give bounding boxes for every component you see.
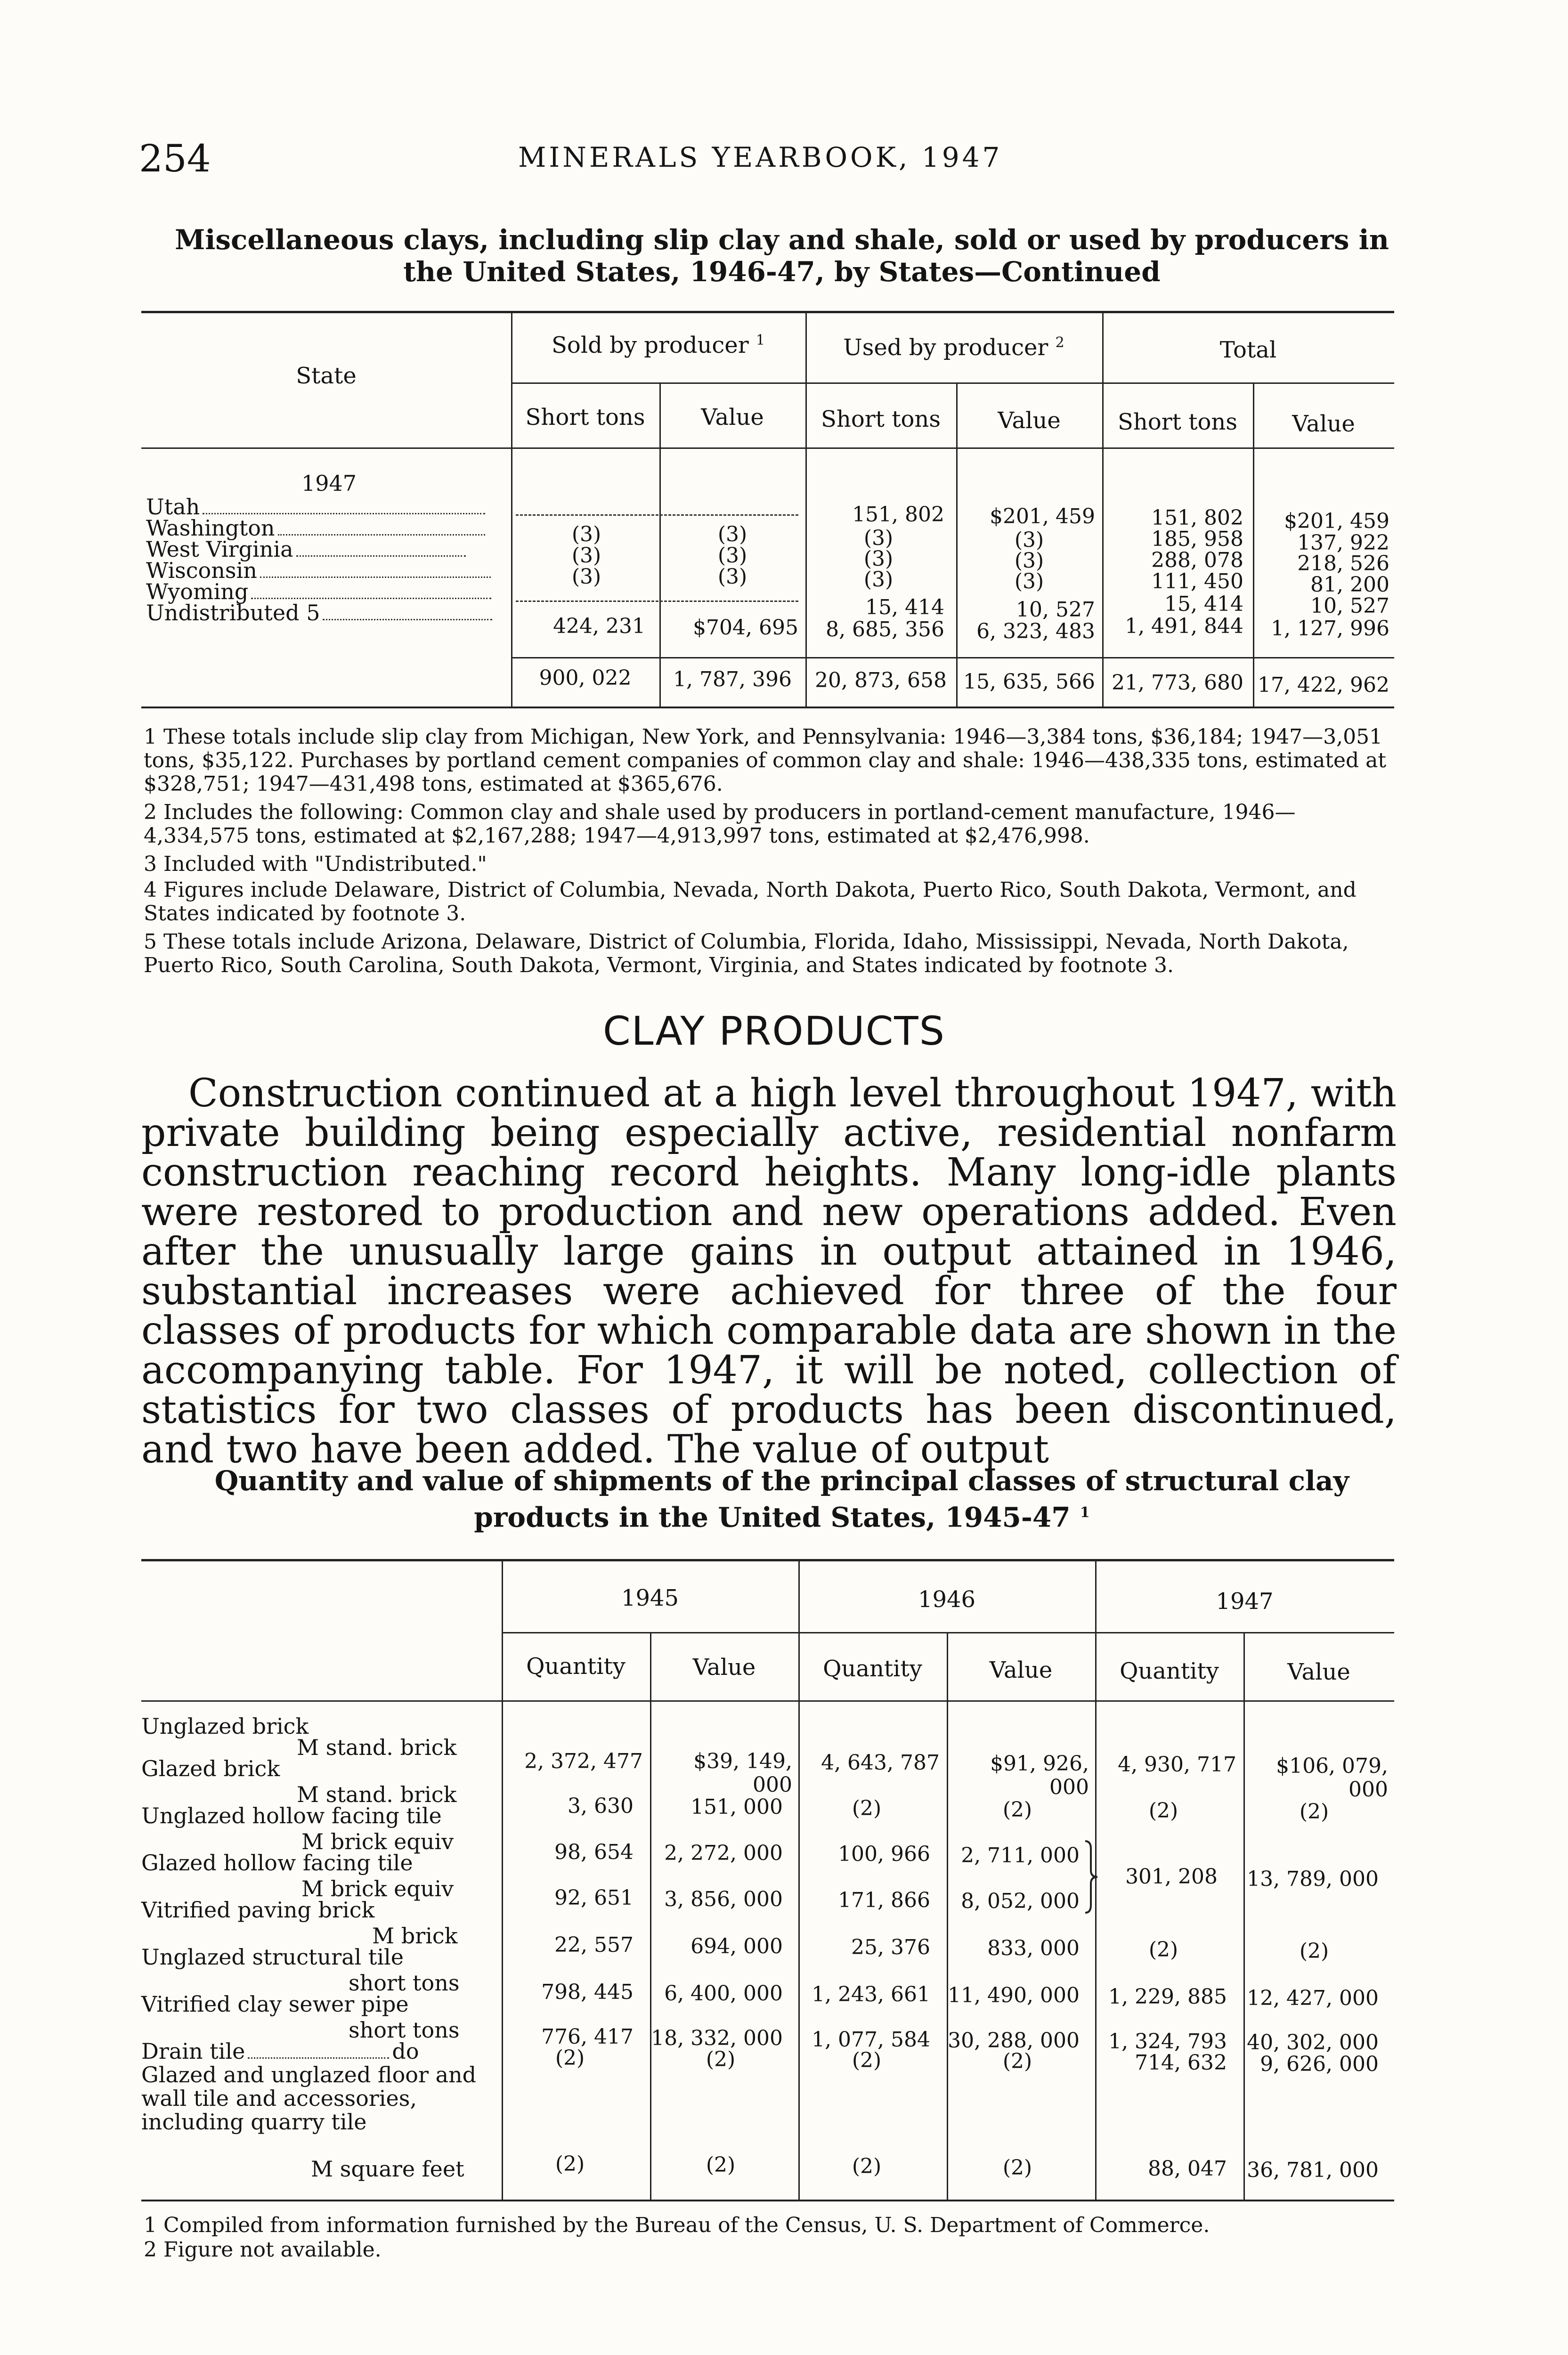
table1-dash-line — [516, 514, 798, 516]
table1-sub-value: Value — [998, 407, 1061, 434]
table2-item-name: Vitrified clay sewer pipe — [141, 1991, 409, 2017]
table1-header-rule — [141, 447, 1394, 449]
table2-cell: 30, 288, 000 — [948, 2029, 1080, 2053]
table1-sub-value: Value — [1292, 411, 1355, 437]
table1-row-state: Undistributed 5 — [146, 601, 504, 625]
table1-cell: 6, 323, 483 — [976, 619, 1095, 643]
table2-cell: 776, 417 — [541, 2025, 634, 2049]
table2-cell: 92, 651 — [554, 1886, 634, 1910]
table2-item-unit: M square feet — [311, 2156, 464, 2182]
table2-item-name: Glazed hollow facing tile — [141, 1850, 413, 1876]
table1-cell: (3) — [717, 522, 747, 546]
table1-cell: (3) — [571, 565, 601, 589]
table2-cell: 151, 000 — [691, 1795, 783, 1819]
table1-dash-line — [516, 601, 798, 602]
table1-sub-short-tons: Short tons — [821, 406, 941, 432]
table1-cell: 10, 527 — [1016, 598, 1095, 622]
table1-col-state: State — [296, 363, 357, 389]
running-title: MINERALS YEARBOOK, 1947 — [518, 141, 1003, 173]
table1-row-state: Wyoming — [146, 579, 504, 604]
table1-group-sold: Sold by producer $^1$ — [551, 332, 765, 358]
page-number: 254 — [139, 137, 211, 180]
table2-cell: 301, 208 — [1125, 1865, 1218, 1889]
table1-cell: (3) — [571, 544, 601, 568]
table1-footnote: 5 These totals include Arizona, Delaware, District of Columbia, Florida, Idaho, Mississippi, Nevada, North Dakota, Puerto Rico, South Carolina, South Dakota, Vermont, Virginia, and States indicated by footnote 3. — [144, 930, 1349, 977]
table2-cell: 88, 047 — [1148, 2157, 1227, 2181]
table2-cell: 4, 643, 787 — [821, 1751, 940, 1775]
table2-year: 1946 — [918, 1586, 976, 1613]
table1-group-rule — [511, 382, 1394, 384]
table2-cell: 98, 654 — [554, 1840, 634, 1864]
table1-top-rule — [141, 311, 1394, 313]
table2-cell: 12, 427, 000 — [1247, 1986, 1379, 2010]
table2-cell: 1, 229, 885 — [1108, 1985, 1227, 2009]
table1-group-used: Used by producer $^2$ — [843, 334, 1064, 361]
table2-cell: (2) — [1002, 2156, 1032, 2180]
table1-cell: (3) — [571, 522, 601, 546]
table2-item-name: Drain tile do — [141, 2038, 419, 2064]
table1-vrule — [511, 313, 512, 706]
table2-item-unit: M brick equiv — [301, 1829, 454, 1854]
table2-sub-value: Value — [1287, 1659, 1350, 1685]
table2-cell: 25, 376 — [851, 1935, 930, 1959]
table1-group-total: Total — [1219, 337, 1277, 363]
table1-cell: 111, 450 — [1151, 569, 1243, 593]
table1-row-state: Utah — [146, 495, 504, 519]
table2-sub-quantity: Quantity — [1120, 1658, 1219, 1684]
table2-cell: (2) — [1148, 1799, 1178, 1823]
table2-sub-value: Value — [692, 1654, 756, 1681]
table1-total-rule — [511, 657, 1394, 658]
table1-cell: (3) — [1014, 549, 1044, 573]
table1-vrule — [659, 384, 661, 706]
table2-cell: (2) — [1148, 1938, 1178, 1962]
table2-cell: (2) — [852, 2154, 882, 2178]
table1-row-state: Wisconsin — [146, 558, 504, 583]
table2-cell: 798, 445 — [541, 1980, 634, 2004]
table1-year: 1947 — [301, 471, 357, 496]
table2-cell: 1, 324, 793 — [1108, 2030, 1227, 2054]
table2-cell: 694, 000 — [691, 1934, 783, 1958]
table1-cell: $201, 459 — [990, 504, 1095, 528]
table1-cell: 218, 526 — [1297, 552, 1389, 576]
table2-bottom-rule — [141, 2200, 1394, 2201]
table2-cell: 4, 930, 717 — [1118, 1753, 1236, 1777]
table1-total-cell: 21, 773, 680 — [1112, 671, 1243, 695]
table2-cell: 18, 332, 000 — [651, 2026, 783, 2050]
table1-cell: (3) — [863, 568, 894, 592]
table1-total-cell: 15, 635, 566 — [963, 670, 1095, 694]
table2-cell: 3, 856, 000 — [664, 1887, 783, 1911]
table1-cell: 15, 414 — [865, 595, 944, 619]
table2-item-unit: short tons — [349, 1970, 460, 1996]
table1-bottom-rule — [141, 706, 1394, 708]
section-paragraph: Construction continued at a high level throughout 1947, with private building being especially active, residential nonfarm construction reaching record heights. Many long-idle plants were restored to production and new operations added. Even after the unusually large gains in output attained in 1946, substantial increases were achieved for three of the four classes of products for which comparable data are shown in the accompanying table. For 1947, it will be noted, collection of statistics for two classes of products has been discontinued, and two have been added. The value of output — [141, 1071, 1397, 1472]
table2-item-name: Unglazed hollow facing tile — [141, 1803, 442, 1828]
table1-sub-short-tons: Short tons — [1118, 409, 1237, 435]
table2-item-unit: M brick — [372, 1923, 458, 1949]
section-title: CLAY PRODUCTS — [603, 1008, 945, 1054]
table2-item-unit: M stand. brick — [297, 1735, 457, 1760]
table2-item-name: Glazed and unglazed floor and wall tile and accessories, including quarry tile — [141, 2062, 477, 2135]
table2-cell: $39, 149, 000 — [693, 1749, 792, 1797]
table2-cell: 2, 372, 477 — [524, 1749, 643, 1773]
table1-cell: 1, 491, 844 — [1125, 614, 1243, 638]
table1-cell: 10, 527 — [1310, 594, 1389, 618]
table2-cell: 6, 400, 000 — [664, 1981, 783, 2006]
table1-cell: (3) — [1014, 569, 1044, 593]
table2-cell: 2, 272, 000 — [664, 1841, 783, 1865]
table2-year: 1945 — [621, 1585, 679, 1611]
table1-total-cell: 17, 422, 962 — [1258, 673, 1389, 697]
brace-icon — [1083, 1839, 1102, 1915]
table1-row-state: Washington — [146, 516, 504, 540]
table2-cell: 9, 626, 000 — [1260, 2052, 1379, 2076]
table2-cell: 171, 866 — [838, 1888, 930, 1912]
table2-cell: (2) — [1299, 1800, 1329, 1824]
table2-sub-quantity: Quantity — [526, 1653, 626, 1680]
table1-cell: $201, 459 — [1284, 509, 1389, 533]
table2-item-unit: M stand. brick — [297, 1782, 457, 1807]
table1-cell: 424, 231 — [553, 614, 645, 638]
table2-item-name: Unglazed structural tile — [141, 1944, 404, 1970]
table2-item-name: Glazed brick — [141, 1756, 280, 1781]
table1-row-state: West Virginia — [146, 537, 504, 561]
table2-vrule — [650, 1633, 651, 2200]
table2-sub-quantity: Quantity — [823, 1656, 922, 1682]
table2-cell: 13, 789, 000 — [1247, 1867, 1379, 1891]
table2-item-unit: short tons — [349, 2017, 460, 2043]
table2-footnote: 1 Compiled from information furnished by the Bureau of the Census, U. S. Department of Commerce. — [144, 2213, 1210, 2237]
table2-vrule — [1243, 1633, 1245, 2200]
table1-cell: (3) — [863, 547, 894, 571]
table2-cell: 714, 632 — [1135, 2051, 1227, 2075]
table1-cell: (3) — [863, 526, 894, 550]
table2-cell: (2) — [1002, 2049, 1032, 2073]
table2-item-unit: M brick equiv — [301, 1876, 454, 1901]
table2-year: 1947 — [1216, 1588, 1274, 1615]
table2-cell: 100, 966 — [838, 1842, 930, 1866]
table2-cell: (2) — [555, 2152, 585, 2176]
table1-cell: 15, 414 — [1164, 592, 1243, 616]
table1-cell: (3) — [717, 565, 747, 589]
table1-vrule — [1102, 313, 1104, 706]
table2-cell: (2) — [706, 2047, 736, 2071]
table1-footnote: 4 Figures include Delaware, District of Columbia, Nevada, North Dakota, Puerto Rico, South Dakota, Vermont, and States indicated by footnote 3. — [144, 878, 1357, 926]
table1-sub-short-tons: Short tons — [525, 404, 645, 430]
table1-total-cell: 900, 022 — [539, 666, 632, 690]
table2-vrule — [947, 1633, 948, 2200]
table1-cell: $704, 695 — [693, 616, 798, 640]
table2-cell: 22, 557 — [554, 1933, 634, 1957]
table2-header-rule — [141, 1700, 1394, 1702]
table2-item-name: Unglazed brick — [141, 1713, 309, 1739]
table1-total-cell: 1, 787, 396 — [673, 667, 792, 691]
table1-cell: 151, 802 — [1151, 506, 1243, 530]
table1-cell: 151, 802 — [852, 503, 944, 527]
table2-cell: 8, 052, 000 — [961, 1889, 1080, 1913]
table2-footnote: 2 Figure not available. — [144, 2238, 382, 2262]
table2-cell: 11, 490, 000 — [948, 1983, 1080, 2007]
table2-cell: (2) — [1002, 1798, 1032, 1822]
table1-cell: 185, 958 — [1151, 527, 1243, 551]
table1-cell: 1, 127, 996 — [1271, 617, 1389, 641]
table2-cell: $106, 079, 000 — [1276, 1754, 1388, 1802]
table2-top-rule — [141, 1559, 1394, 1561]
table1-footnote: 1 These totals include slip clay from Michigan, New York, and Pennsylvania: 1946—3,384 tons, $36,184; 1947—3,051 tons, $35,122. Purchases by portland cement companies of common clay and shale: 1946—438,335 tons, estimated at $328,751; 1947—431,498 tons, estimated at $365,676. — [144, 725, 1387, 796]
table2-cell: $91, 926, 000 — [990, 1752, 1089, 1799]
table2-sub-value: Value — [989, 1657, 1053, 1683]
table2-cell: 2, 711, 000 — [961, 1843, 1080, 1868]
table2-cell: 1, 243, 661 — [812, 1982, 930, 2006]
table1-sub-value: Value — [701, 404, 764, 430]
table1-cell: 8, 685, 356 — [826, 617, 944, 642]
table1-cell: (3) — [717, 544, 747, 568]
table1-cell: 288, 078 — [1151, 548, 1243, 572]
table2-cell: (2) — [706, 2153, 736, 2177]
table2-cell: 40, 302, 000 — [1247, 2030, 1379, 2055]
table2-cell: 36, 781, 000 — [1247, 2158, 1379, 2182]
table2-cell: 1, 077, 584 — [812, 2028, 930, 2052]
table1-cell: (3) — [1014, 528, 1044, 552]
table1-footnote: 2 Includes the following: Common clay and shale used by producers in portland-cement manufacture, 1946—4,334,575 tons, estimated at $2,167,288; 1947—4,913,997 tons, estimated at $2,476,998. — [144, 800, 1296, 848]
table1-vrule — [805, 313, 807, 706]
table2-cell: (2) — [555, 2046, 585, 2070]
table1-footnote: 3 Included with "Undistributed." — [144, 852, 487, 876]
table1-cell: 137, 922 — [1297, 531, 1389, 555]
table2-cell: 833, 000 — [987, 1936, 1080, 1960]
table1-cell: 81, 200 — [1310, 573, 1389, 597]
table2-cell: (2) — [852, 1796, 882, 1820]
table1-caption: Miscellaneous clays, including slip clay and shale, sold or used by producers in the United States, 1946-47, by States—Continued — [175, 224, 1389, 288]
table2-cell: (2) — [852, 2048, 882, 2072]
table2-item-name: Vitrified paving brick — [141, 1897, 375, 1923]
table1-total-cell: 20, 873, 658 — [815, 668, 947, 692]
table2-cell: (2) — [1299, 1939, 1329, 1963]
table2-cell: 3, 630 — [568, 1794, 634, 1818]
table2-caption: Quantity and value of shipments of the principal classes of structural clay products in the United States, 1945-47 $^1$ — [214, 1465, 1349, 1534]
